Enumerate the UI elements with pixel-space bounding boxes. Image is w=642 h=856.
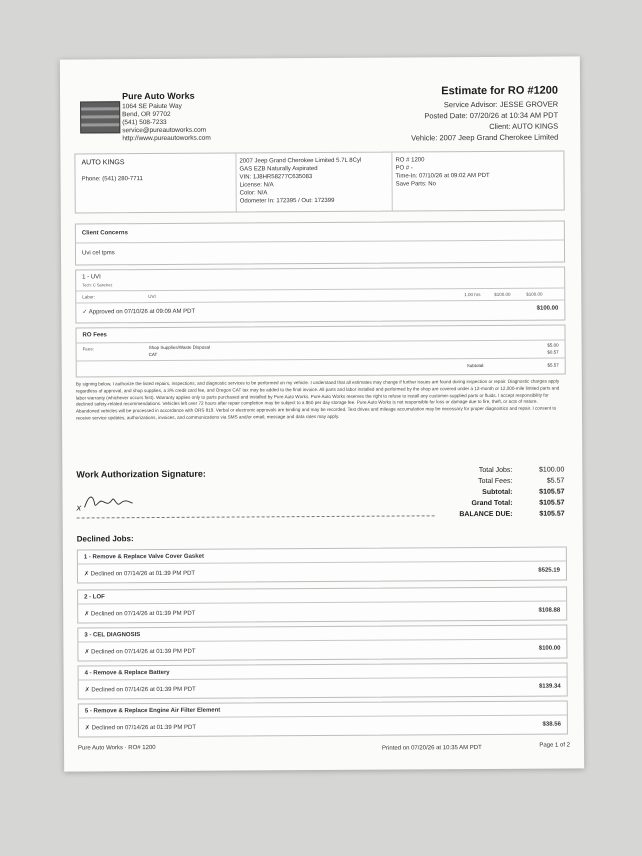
shop-address-1: 1064 SE Paiute Way	[122, 102, 182, 111]
shop-website: http://www.pureautoworks.com	[122, 134, 211, 143]
footer-page: Page 1 of 2	[539, 742, 571, 749]
declined-job-3	[77, 625, 567, 662]
subtotal-label: Subtotal:	[482, 488, 513, 497]
declined-status: ✗ Declined on 07/14/26 at 01:39 PM PDT	[84, 686, 196, 694]
vehicle-vin: VIN: 1J8HR58277C635083	[239, 174, 313, 181]
save-parts: Save Parts: No	[395, 181, 436, 188]
job-uvi	[75, 267, 565, 324]
balance-due: $105.57	[539, 510, 565, 518]
authorization-terms: By signing below, I authorize the listed repairs, inspections, and diagnostic services to be performed on my vehicle. I understand that all estimates may change if further issues are found during inspection or repair. Diagnostic charges apply regardless of approval, and shop supplies, a 3% credit card fee, and Oregon CAT tax may be added to the final invoice. All parts and labor installed and performed by the shop are covered under a 12-month or 12,000-mile limited parts and labor warranty (whichever occurs first). Warranty applies only to parts purchased and installed by Pure Auto Works. Pure Auto Works reserves the right to refuse to install any customer-supplied parts or fluids. I accept responsibility for declined safety-related recommendations. Vehicles left over 72 hours after repair completion may be subject to a $50 per day storage fee. Pure Auto Works is not responsible for loss or damage due to fire, theft, or acts of nature. Abandoned vehicles will be processed in accordance with ORS 819. Verbal or electronic approvals are binding and may be recorded. Test drives and mileage accumulation may be necessary for proper diagnostics and repair. I consent to receive service updates, authorizations, invoices, and communications via SMS and/or email; message and data rates may apply.	[75, 378, 560, 421]
customer-name: AUTO KINGS	[81, 159, 125, 167]
approval-status: ✓ Approved on 07/10/26 at 09:09 AM PDT	[82, 308, 196, 316]
declined-status: ✗ Declined on 07/14/26 at 01:39 PM PDT	[83, 570, 196, 578]
declined-job-title: 4 - Remove & Replace Battery	[84, 669, 170, 677]
info-grid	[74, 151, 564, 214]
declined-status: ✗ Declined on 07/14/26 at 01:39 PM PDT	[84, 610, 196, 618]
total-fees-label: Total Fees:	[478, 477, 513, 486]
signature-line	[77, 515, 435, 518]
vehicle-details	[239, 157, 361, 206]
grand-total: $105.57	[539, 499, 565, 507]
fees-header: RO Fees	[82, 332, 107, 339]
declined-amount: $525.19	[538, 567, 560, 574]
time-in: Time-In: 07/10/26 at 09:02 AM PDT	[395, 172, 490, 180]
labor-hours: 1.00 hrs	[464, 292, 481, 298]
declined-job-5	[78, 701, 568, 738]
declined-job-title: 1 - Remove & Replace Valve Cover Gasket	[83, 553, 204, 561]
vehicle-odometer: Odometer In: 172395 / Out: 172399	[239, 197, 335, 205]
job-title: 1 - UVI	[82, 274, 101, 281]
declined-job-2	[77, 587, 567, 624]
posted-date: Posted Date: 07/20/26 at 10:34 AM PDT	[424, 110, 559, 121]
footer-ro: Pure Auto Works · RO# 1200	[78, 745, 156, 752]
fee-amount-1: $5.00	[547, 342, 559, 348]
declined-status: ✗ Declined on 07/14/26 at 01:39 PM PDT	[84, 648, 196, 656]
fee-item-1: Shop Supplies/Waste Disposal	[148, 344, 210, 351]
declined-amount: $100.00	[538, 645, 561, 652]
estimate-page	[60, 56, 584, 771]
shop-logo	[80, 101, 120, 133]
estimate-details	[411, 99, 558, 144]
shop-contact	[122, 103, 211, 144]
ro-fees	[75, 325, 565, 378]
declined-job-4	[78, 663, 568, 700]
client-name: Client: AUTO KINGS	[489, 121, 559, 131]
concerns-text: Uvi cel tpms	[81, 250, 115, 257]
total-jobs-label: Total Jobs:	[478, 466, 513, 475]
declined-job-title: 2 - LOF	[84, 594, 105, 601]
vehicle-line-2: GAS EZB Naturally Aspirated	[239, 166, 318, 173]
shop-email: service@pureautoworks.com	[122, 126, 207, 135]
declined-amount: $108.88	[538, 607, 561, 614]
signature-label: Work Authorization Signature:	[76, 468, 206, 480]
grand-total-label: Grand Total:	[471, 499, 513, 508]
footer-printed: Printed on 07/20/26 at 10:35 AM PDT	[382, 745, 482, 752]
labor-amount: $100.00	[526, 291, 543, 297]
declined-header: Declined Jobs:	[76, 534, 134, 544]
vehicle-line-1: 2007 Jeep Grand Cherokee Limited 5.7L 8Cyl	[239, 157, 362, 165]
shop-name: Pure Auto Works	[122, 90, 195, 102]
estimate-title: Estimate for RO #1200	[441, 84, 559, 98]
vehicle-color: Color: N/A	[239, 190, 268, 197]
fees-subtotal-label: Subtotal:	[466, 363, 485, 369]
ro-details	[395, 156, 489, 189]
declined-amount: $139.34	[538, 683, 561, 690]
declined-job-title: 5 - Remove & Replace Engine Air Filter Element	[84, 707, 221, 715]
vehicle-summary: Vehicle: 2007 Jeep Grand Cherokee Limited	[411, 132, 559, 143]
client-concerns	[75, 221, 565, 266]
declined-job-1	[77, 547, 567, 584]
labor-label: Labor:	[82, 294, 96, 300]
total-jobs: $100.00	[539, 466, 565, 474]
balance-due-label: BALANCE DUE:	[459, 510, 513, 519]
declined-amount: $38.56	[542, 721, 561, 728]
service-advisor: Service Advisor: JESSE GROVER	[443, 99, 559, 110]
shop-address-2: Bend, OR 97702	[122, 110, 171, 119]
fee-amount-2: $0.57	[547, 349, 559, 355]
total-fees: $5.57	[546, 477, 565, 485]
vehicle-license: License: N/A	[239, 182, 274, 189]
job-total: $100.00	[536, 305, 559, 312]
signature-x: x	[76, 502, 82, 513]
job-tech: Tech: C Sanchez	[82, 282, 113, 288]
concerns-header: Client Concerns	[81, 230, 128, 237]
shop-phone: (541) 508-7233	[122, 118, 167, 127]
labor-description: UVI	[148, 294, 156, 300]
fees-subtotal: $5.57	[547, 362, 559, 368]
labor-rate: $100.00	[494, 291, 511, 297]
declined-job-title: 3 - CEL DIAGNOSIS	[84, 632, 141, 639]
subtotal-value: $105.57	[539, 488, 565, 496]
customer-phone: Phone: (541) 280-7711	[81, 176, 143, 183]
fee-item-2: CAT	[148, 352, 158, 358]
po-number: PO # -	[395, 165, 413, 172]
declined-status: ✗ Declined on 07/14/26 at 01:39 PM PDT	[84, 724, 197, 732]
ro-number: RO # 1200	[395, 157, 425, 164]
fees-label: Fees:	[82, 346, 94, 352]
handwritten-signature	[82, 491, 142, 513]
